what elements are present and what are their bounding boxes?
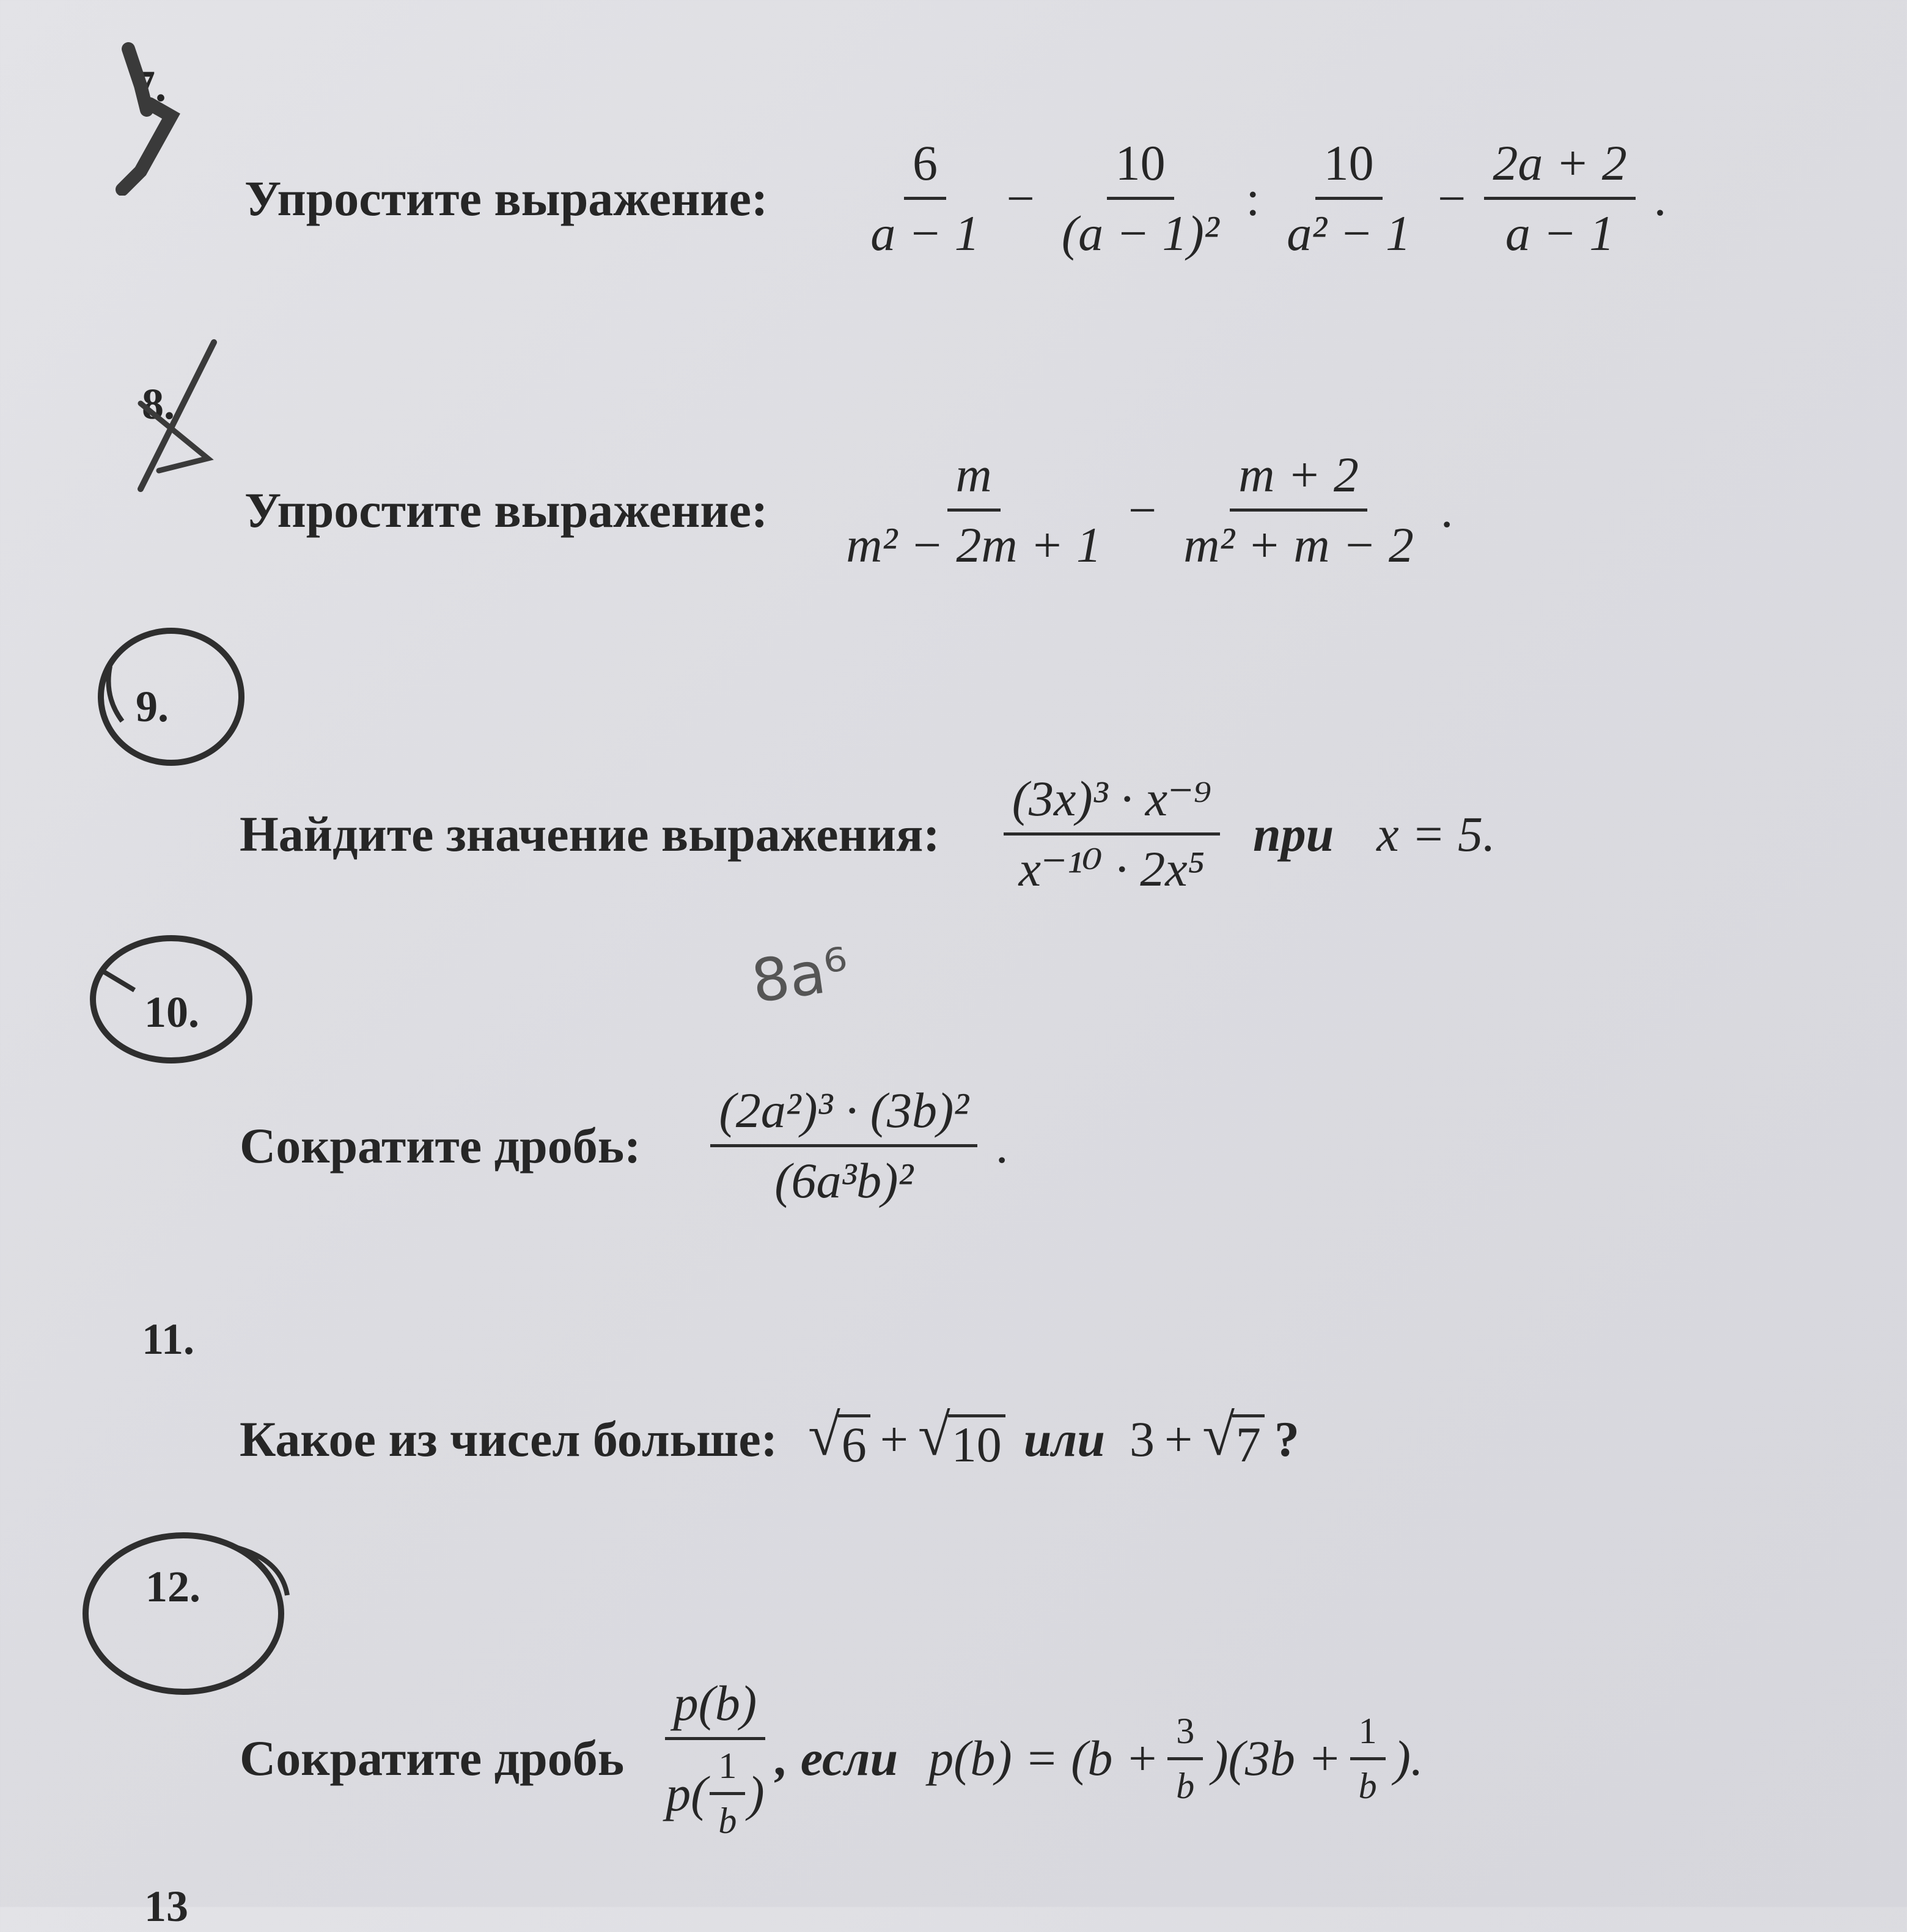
problem-11-expression	[808, 1402, 1309, 1472]
problem-7-prompt: Упростите выражение:	[244, 170, 768, 226]
operator: :	[1246, 170, 1260, 226]
p-definition-close: ).	[1394, 1730, 1424, 1787]
condition: x = 5.	[1376, 806, 1496, 862]
fraction: $\frac{\text{(3x)³ · x⁻⁹}}{\text{x⁻¹⁰ · 2x⁵}}$	[1004, 770, 1220, 898]
problem-8-prompt: Упростите выражение:	[244, 482, 768, 538]
fraction-1-over-b: $\frac{1}{b}$	[1350, 1710, 1386, 1807]
fraction: $\frac{\text{(2a²)³ · (3b)²}}{\text{(6a³b)²}}$	[710, 1082, 977, 1210]
problem-9-number: 9.	[136, 682, 169, 731]
problem-12-prompt: Сократите дробь	[240, 1730, 625, 1787]
sqrt-10: √ 10	[918, 1406, 1005, 1472]
problem-11-number: 11.	[142, 1315, 195, 1364]
word-esli: , если	[775, 1730, 898, 1787]
fraction-3: $\frac{10}{\text{a² − 1}}$	[1287, 135, 1411, 262]
problem-8-number: 8.	[142, 380, 175, 428]
p-definition: p(b) = (b +	[928, 1730, 1159, 1787]
question-mark: ?	[1274, 1411, 1299, 1467]
pencil-circle-9	[86, 617, 257, 776]
problem-13-number: 13	[144, 1882, 188, 1931]
problem-7-number: 7.	[133, 62, 166, 111]
problem-9-prompt: Найдите значение выражения:	[240, 806, 940, 862]
problem-8-expression	[829, 446, 1463, 575]
fraction-1: $\frac{6}{a - 1}$	[870, 135, 980, 262]
operator: −	[1128, 482, 1157, 538]
problem-10-prompt: Сократите дробь:	[240, 1117, 641, 1174]
word-ili: или	[1023, 1411, 1105, 1467]
fraction-1: $\frac{m}{\text{m² − 2m + 1}}$	[846, 447, 1101, 573]
problem-10-content	[240, 1082, 1018, 1210]
period: .	[995, 1117, 1009, 1174]
period: .	[1653, 170, 1667, 226]
problem-12-content	[240, 1675, 1423, 1842]
word-pri: при	[1253, 806, 1334, 862]
sqrt-7: √ 7	[1202, 1406, 1265, 1472]
problem-10-expression	[702, 1082, 1018, 1210]
period: .	[1440, 482, 1453, 538]
problem-11-prompt: Какое из чисел больше:	[240, 1411, 778, 1467]
problem-8-content	[244, 446, 1463, 575]
operator: +	[880, 1411, 908, 1467]
fraction-3-over-b: $\frac{3}{b}$	[1167, 1710, 1203, 1807]
problem-9-expression	[995, 770, 1496, 898]
pencil-cross-8	[122, 330, 226, 501]
fraction-2: $\frac{10}{\text{(a − 1)²}}$	[1061, 135, 1219, 262]
problem-11-content	[240, 1402, 1309, 1472]
three: 3	[1129, 1411, 1155, 1467]
problem-12-number: 12.	[145, 1562, 200, 1611]
handwritten-note: 8a⁶	[747, 935, 853, 1016]
problem-12-expression	[649, 1675, 1423, 1842]
problem-7-content	[244, 134, 1676, 263]
problem-9-content	[240, 770, 1495, 898]
operator: −	[1438, 170, 1466, 226]
pencil-checkmark-7	[104, 37, 196, 196]
fraction-p: p(b) p( $\frac{1}{b}$ )	[666, 1675, 765, 1842]
operator: −	[1006, 170, 1035, 226]
p-definition-mid: )(3b +	[1211, 1730, 1342, 1787]
sqrt-6: √ 6	[808, 1406, 870, 1472]
problem-10-number: 10.	[144, 988, 199, 1037]
problem-7-expression	[853, 134, 1676, 263]
fraction-2: $\frac{m + 2}{\text{m² + m − 2}}$	[1183, 447, 1414, 573]
operator: +	[1164, 1411, 1193, 1467]
fraction-4: $\frac{2a + 2}{a - 1}$	[1484, 134, 1635, 263]
